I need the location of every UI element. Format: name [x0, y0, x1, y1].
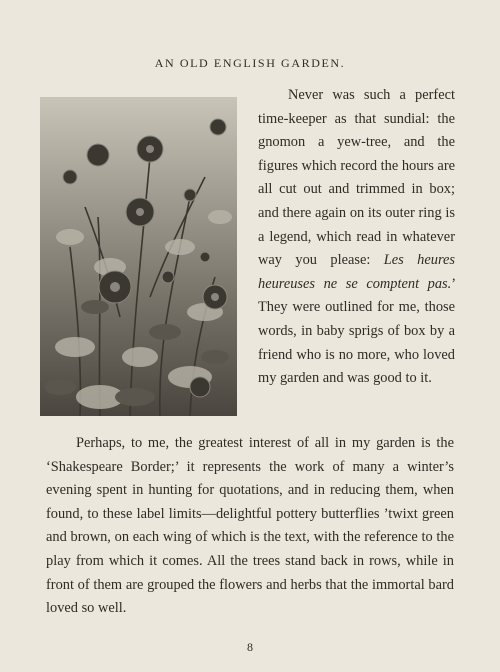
- page-number: 8: [247, 640, 253, 654]
- flower-photo-image: [40, 97, 237, 416]
- flower-photograph: [40, 97, 237, 416]
- running-head: AN OLD ENGLISH GARDEN.: [154, 56, 346, 70]
- sundial-legend: Les heures heureuses ne se comptent pas.: [258, 252, 455, 292]
- paragraph-sundial-outro: They were outlined for me, those words, in baby sprigs of box by a friend who is no more, who loved my garden and was good to it.: [258, 299, 455, 387]
- paragraph-shakespeare-border: Perhaps, to me, the greatest interest of all in my garden is the ‘Shakespeare Border;’ it represents the work of many a winter’s evening spent in hunting for quotations, and in reducing them, when found, to these label limits—delightful pottery butterflies ’twixt green and brown, on each wing of which is the text, with the reference to the play from which it comes. All the trees stand back in rows, while in front of them are grouped the flowers and herbs that the immortal bard loved so well.: [46, 435, 454, 617]
- legend-close-quote: ’: [451, 275, 455, 292]
- paragraph-sundial-intro: Never was such a perfect time-keeper as that sundial: the gnomon a yew-tree, and the figures which record the hours are all cut out and trimmed in box; and there again on its outer ring is a legend, which read in whatever way you please:: [258, 87, 455, 269]
- paragraph-sundial: [258, 84, 455, 391]
